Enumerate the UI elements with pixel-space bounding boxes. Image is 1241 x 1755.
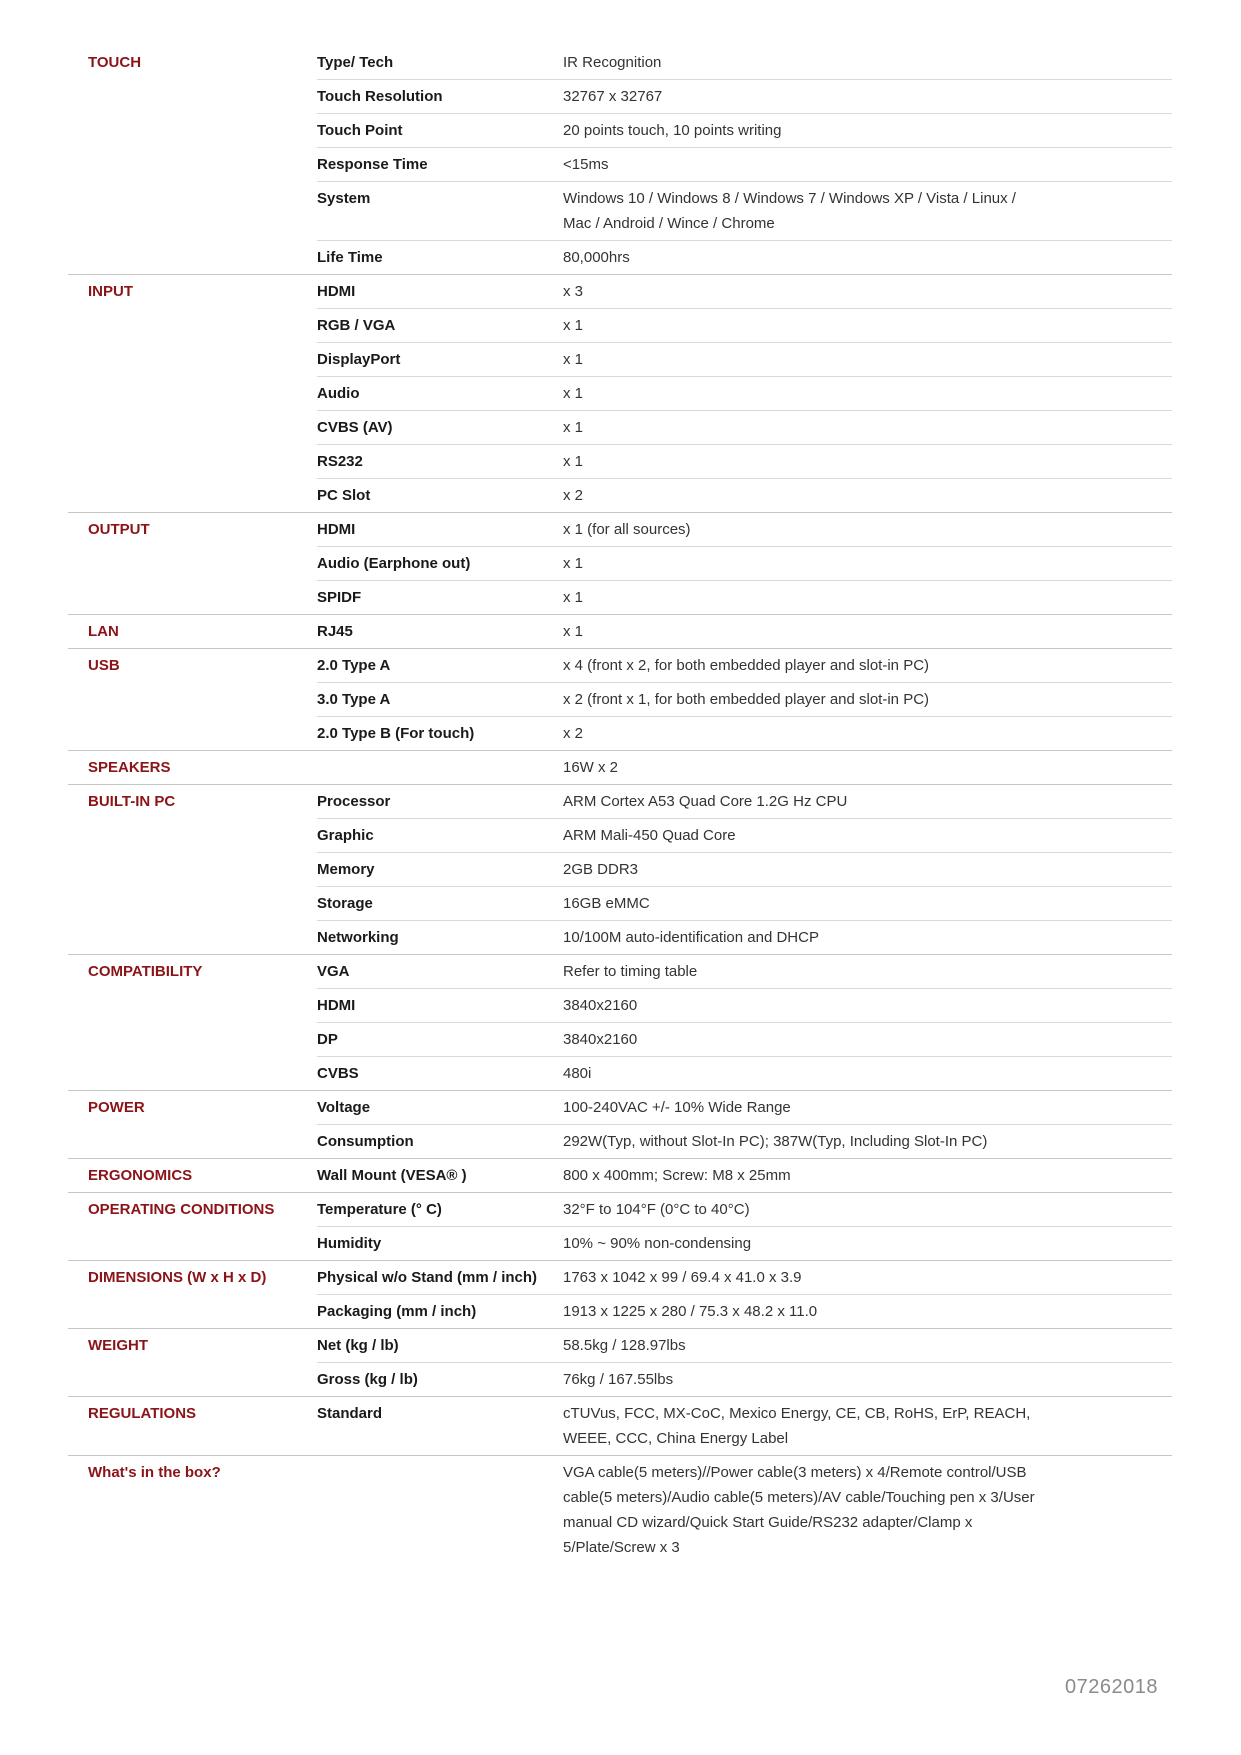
spec-value <box>563 547 1172 580</box>
spec-label: DisplayPort <box>317 351 401 368</box>
spec-section <box>68 1455 1172 1564</box>
spec-row <box>317 410 1172 444</box>
spec-label: Touch Resolution <box>317 88 443 105</box>
spec-value-line: 480i <box>563 1065 592 1082</box>
spec-rows <box>317 1159 1172 1192</box>
category-label: SPEAKERS <box>88 759 171 776</box>
spec-value <box>563 1363 1172 1396</box>
spec-label: Packaging (mm / inch) <box>317 1303 477 1320</box>
spec-value-line: 20 points touch, 10 points writing <box>563 122 782 139</box>
spec-value-line: Mac / Android / Wince / Chrome <box>563 215 775 232</box>
spec-value-line: x 1 <box>563 589 584 606</box>
spec-section <box>68 1158 1172 1192</box>
spec-value <box>563 114 1172 147</box>
category-label: DIMENSIONS (W x H x D) <box>88 1269 267 1286</box>
spec-rows <box>317 1329 1172 1396</box>
spec-value <box>563 275 1172 308</box>
spec-value <box>563 921 1172 954</box>
spec-rows <box>317 649 1172 750</box>
spec-label: VGA <box>317 963 350 980</box>
spec-label <box>317 1456 563 1464</box>
spec-rows <box>317 1261 1172 1328</box>
spec-value-line: x 1 (for all sources) <box>563 521 691 538</box>
spec-row <box>317 275 1172 308</box>
spec-value <box>563 46 1172 79</box>
spec-row <box>317 988 1172 1022</box>
spec-value-line: WEEE, CCC, China Energy Label <box>563 1430 789 1447</box>
spec-section <box>68 784 1172 954</box>
category-label: WEIGHT <box>88 1337 148 1354</box>
spec-row <box>317 852 1172 886</box>
spec-row <box>317 615 1172 648</box>
spec-value-line: 800 x 400mm; Screw: M8 x 25mm <box>563 1167 791 1184</box>
spec-label: DP <box>317 1031 338 1048</box>
spec-value-line: 16W x 2 <box>563 759 619 776</box>
spec-label: SPIDF <box>317 589 362 606</box>
spec-value <box>563 241 1172 274</box>
spec-section <box>68 1260 1172 1328</box>
spec-value-line: 3840x2160 <box>563 1031 638 1048</box>
spec-label: HDMI <box>317 521 356 538</box>
spec-value <box>563 989 1172 1022</box>
footer-date: 07262018 <box>1065 1676 1158 1698</box>
spec-label: RS232 <box>317 453 363 470</box>
spec-value <box>563 1023 1172 1056</box>
spec-value-line: x 2 <box>563 487 584 504</box>
spec-value <box>563 1295 1172 1328</box>
spec-row <box>317 181 1172 240</box>
spec-row <box>317 240 1172 274</box>
spec-value <box>563 479 1172 512</box>
spec-value-line: cTUVus, FCC, MX-CoC, Mexico Energy, CE, CB, RoHS, ErP, REACH, <box>563 1405 1031 1422</box>
spec-row <box>317 1261 1172 1294</box>
spec-value-line: 292W(Typ, without Slot-In PC); 387W(Typ, Including Slot-In PC) <box>563 1133 988 1150</box>
spec-label: Audio (Earphone out) <box>317 555 471 572</box>
spec-table <box>68 46 1172 1564</box>
category-label: What's in the box? <box>88 1464 221 1481</box>
spec-row <box>317 1226 1172 1260</box>
spec-label: Humidity <box>317 1235 382 1252</box>
spec-label <box>317 751 563 759</box>
spec-label: 3.0 Type A <box>317 691 391 708</box>
spec-label: Temperature (° C) <box>317 1201 442 1218</box>
category-label: ERGONOMICS <box>88 1167 193 1184</box>
spec-value <box>563 819 1172 852</box>
spec-row <box>317 1397 1172 1455</box>
spec-label: Net (kg / lb) <box>317 1337 399 1354</box>
spec-row <box>317 513 1172 546</box>
spec-value-line: x 1 <box>563 385 584 402</box>
spec-value-line: 5/Plate/Screw x 3 <box>563 1539 680 1556</box>
spec-value <box>563 1193 1172 1226</box>
spec-row <box>317 716 1172 750</box>
spec-row <box>317 1329 1172 1362</box>
category-label: INPUT <box>88 283 133 300</box>
spec-value <box>563 853 1172 886</box>
spec-label: RGB / VGA <box>317 317 396 334</box>
spec-rows <box>317 513 1172 614</box>
spec-row <box>317 308 1172 342</box>
spec-rows <box>317 785 1172 954</box>
spec-section <box>68 274 1172 512</box>
spec-value-line: manual CD wizard/Quick Start Guide/RS232 adapter/Clamp x <box>563 1514 973 1531</box>
spec-row <box>317 1124 1172 1158</box>
category-label: OPERATING CONDITIONS <box>88 1201 275 1218</box>
spec-row <box>317 79 1172 113</box>
spec-section <box>68 46 1172 274</box>
spec-label: 2.0 Type A <box>317 657 391 674</box>
spec-label: Response Time <box>317 156 428 173</box>
spec-value-line: x 1 <box>563 555 584 572</box>
spec-row <box>317 1022 1172 1056</box>
spec-section <box>68 512 1172 614</box>
spec-value-line: 1913 x 1225 x 280 / 75.3 x 48.2 x 11.0 <box>563 1303 818 1320</box>
spec-label: Audio <box>317 385 360 402</box>
spec-label: Graphic <box>317 827 374 844</box>
spec-section <box>68 1090 1172 1158</box>
spec-value-line: x 3 <box>563 283 584 300</box>
spec-value <box>563 1091 1172 1124</box>
spec-row <box>317 147 1172 181</box>
spec-value-line: IR Recognition <box>563 54 662 71</box>
spec-row <box>317 785 1172 818</box>
spec-label: CVBS <box>317 1065 359 1082</box>
spec-row <box>317 682 1172 716</box>
spec-value-line: x 1 <box>563 453 584 470</box>
spec-value <box>563 309 1172 342</box>
spec-row <box>317 1456 1172 1564</box>
spec-value-line: Refer to timing table <box>563 963 698 980</box>
spec-value-line: 58.5kg / 128.97lbs <box>563 1337 686 1354</box>
category-label: USB <box>88 657 120 674</box>
spec-label: Networking <box>317 929 399 946</box>
spec-section <box>68 750 1172 784</box>
spec-row <box>317 1193 1172 1226</box>
spec-row <box>317 1294 1172 1328</box>
spec-section <box>68 954 1172 1090</box>
spec-value-line: 1763 x 1042 x 99 / 69.4 x 41.0 x 3.9 <box>563 1269 802 1286</box>
spec-value-line: 76kg / 167.55lbs <box>563 1371 674 1388</box>
spec-row <box>317 546 1172 580</box>
spec-label: Touch Point <box>317 122 403 139</box>
spec-rows <box>317 751 1172 784</box>
spec-value <box>563 1329 1172 1362</box>
spec-row <box>317 1091 1172 1124</box>
spec-label: Standard <box>317 1405 383 1422</box>
spec-value-line: x 2 (front x 1, for both embedded player and slot-in PC) <box>563 691 930 708</box>
category-label: POWER <box>88 1099 145 1116</box>
spec-value <box>563 955 1172 988</box>
spec-value <box>563 649 1172 682</box>
spec-value-line: <15ms <box>563 156 609 173</box>
spec-rows <box>317 1091 1172 1158</box>
spec-value <box>563 1057 1172 1090</box>
spec-label: Wall Mount (VESA® ) <box>317 1167 467 1184</box>
spec-value <box>563 343 1172 376</box>
spec-label: RJ45 <box>317 623 353 640</box>
category-label: COMPATIBILITY <box>88 963 203 980</box>
category-label: OUTPUT <box>88 521 150 538</box>
spec-value-line: x 1 <box>563 317 584 334</box>
spec-label: Consumption <box>317 1133 414 1150</box>
spec-row <box>317 46 1172 79</box>
spec-label: Memory <box>317 861 375 878</box>
spec-value-line: x 1 <box>563 351 584 368</box>
spec-value-line: ARM Cortex A53 Quad Core 1.2G Hz CPU <box>563 793 848 810</box>
spec-value <box>563 377 1172 410</box>
spec-value <box>563 1397 1172 1455</box>
spec-value <box>563 887 1172 920</box>
spec-rows <box>317 1193 1172 1260</box>
category-label: BUILT-IN PC <box>88 793 176 810</box>
spec-label: System <box>317 190 371 207</box>
spec-value <box>563 182 1172 240</box>
spec-value <box>563 445 1172 478</box>
spec-row <box>317 649 1172 682</box>
spec-value <box>563 683 1172 716</box>
spec-section <box>68 1396 1172 1455</box>
spec-row <box>317 920 1172 954</box>
spec-value-line: cable(5 meters)/Audio cable(5 meters)/AV cable/Touching pen x 3/User <box>563 1489 1035 1506</box>
spec-label: HDMI <box>317 997 356 1014</box>
spec-value <box>563 513 1172 546</box>
spec-row <box>317 751 1172 784</box>
spec-rows <box>317 46 1172 274</box>
spec-value-line: 80,000hrs <box>563 249 630 266</box>
spec-row <box>317 1056 1172 1090</box>
spec-value-line: x 1 <box>563 419 584 436</box>
spec-value <box>563 751 1172 784</box>
spec-value <box>563 1261 1172 1294</box>
spec-rows <box>317 275 1172 512</box>
spec-value <box>563 785 1172 818</box>
spec-value <box>563 1456 1172 1564</box>
spec-label: Physical w/o Stand (mm / inch) <box>317 1269 538 1286</box>
spec-value <box>563 581 1172 614</box>
spec-row <box>317 1159 1172 1192</box>
spec-value-line: 3840x2160 <box>563 997 638 1014</box>
spec-value <box>563 411 1172 444</box>
spec-value-line: x 2 <box>563 725 584 742</box>
spec-value-line: 32°F to 104°F (0°C to 40°C) <box>563 1201 750 1218</box>
spec-value-line: x 4 (front x 2, for both embedded player and slot-in PC) <box>563 657 930 674</box>
spec-row <box>317 818 1172 852</box>
spec-value-line: ARM Mali-450 Quad Core <box>563 827 736 844</box>
spec-value-line: Windows 10 / Windows 8 / Windows 7 / Windows XP / Vista / Linux / <box>563 190 1016 207</box>
spec-label: Type/ Tech <box>317 54 394 71</box>
spec-section <box>68 648 1172 750</box>
spec-label: PC Slot <box>317 487 371 504</box>
spec-label: 2.0 Type B (For touch) <box>317 725 475 742</box>
spec-label: Life Time <box>317 249 383 266</box>
spec-row <box>317 955 1172 988</box>
category-label: REGULATIONS <box>88 1405 197 1422</box>
spec-label: Processor <box>317 793 391 810</box>
spec-value <box>563 1227 1172 1260</box>
category-label: TOUCH <box>88 54 142 71</box>
spec-value <box>563 615 1172 648</box>
spec-row <box>317 342 1172 376</box>
spec-value-line: 16GB eMMC <box>563 895 650 912</box>
spec-section <box>68 1192 1172 1260</box>
spec-value-line: x 1 <box>563 623 584 640</box>
spec-value-line: 32767 x 32767 <box>563 88 663 105</box>
spec-value-line: 100-240VAC +/- 10% Wide Range <box>563 1099 791 1116</box>
spec-value-line: 2GB DDR3 <box>563 861 639 878</box>
spec-rows <box>317 615 1172 648</box>
spec-value <box>563 1125 1172 1158</box>
spec-label: HDMI <box>317 283 356 300</box>
spec-label: Gross (kg / lb) <box>317 1371 418 1388</box>
spec-label: Voltage <box>317 1099 371 1116</box>
spec-rows <box>317 1456 1172 1564</box>
spec-row <box>317 580 1172 614</box>
spec-row <box>317 1362 1172 1396</box>
spec-value <box>563 148 1172 181</box>
spec-rows <box>317 1397 1172 1455</box>
spec-value-line: 10/100M auto-identification and DHCP <box>563 929 819 946</box>
spec-value <box>563 80 1172 113</box>
spec-value-line: 10% ~ 90% non-condensing <box>563 1235 752 1252</box>
spec-value-line: VGA cable(5 meters)//Power cable(3 meters) x 4/Remote control/USB <box>563 1464 1027 1481</box>
spec-row <box>317 886 1172 920</box>
spec-row <box>317 444 1172 478</box>
spec-rows <box>317 955 1172 1090</box>
spec-row <box>317 376 1172 410</box>
spec-value <box>563 717 1172 750</box>
spec-label: CVBS (AV) <box>317 419 393 436</box>
spec-value <box>563 1159 1172 1192</box>
spec-label: Storage <box>317 895 373 912</box>
spec-row <box>317 478 1172 512</box>
spec-row <box>317 113 1172 147</box>
spec-section <box>68 1328 1172 1396</box>
spec-section <box>68 614 1172 648</box>
category-label: LAN <box>88 623 119 640</box>
